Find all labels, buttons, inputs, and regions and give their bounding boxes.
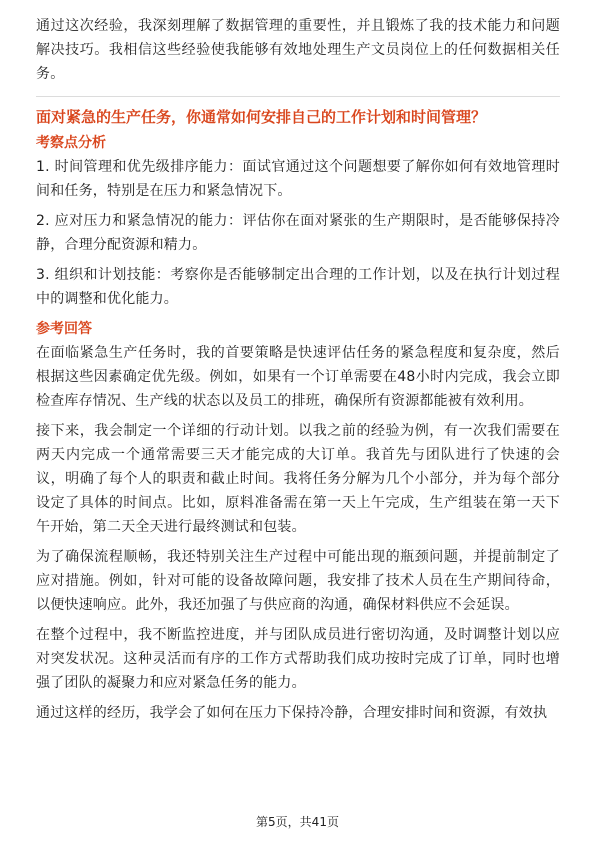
section-divider [36,96,560,97]
answer-paragraph: 在面临紧急生产任务时，我的首要策略是快速评估任务的紧急程度和复杂度，然后根据这些因素确定优先级。例如，如果有一个订单需要在48小时内完成，我会立即检查库存情况、生产线的状态以及员工的排班，确保所有资源都能被有效利用。 [36,345,560,409]
page-footer [0,814,595,830]
answer-paragraph: 通过这样的经历，我学会了如何在压力下保持冷静，合理安排时间和资源，有效执 [36,705,548,721]
intro-paragraph: 通过这次经验，我深刻理解了数据管理的重要性，并且锻炼了我的技术能力和问题解决技巧。我相信这些经验使我能够有效地处理生产文员岗位上的任何数据相关任务。 [36,18,560,82]
analysis-point: 1. 时间管理和优先级排序能力：面试官通过这个问题想要了解你如何有效地管理时间和任务，特别是在压力和紧急情况下。 [36,159,560,199]
page-number-label: 第5页，共41页 [256,815,339,829]
analysis-point: 2. 应对压力和紧急情况的能力：评估你在面对紧张的生产期限时，是否能够保持冷静，合理分配资源和精力。 [36,213,560,253]
analysis-heading: 考察点分析 [36,135,106,151]
answer-paragraph: 接下来，我会制定一个详细的行动计划。以我之前的经验为例，有一次我们需要在两天内完成一个通常需要三天才能完成的大订单。我首先与团队进行了快速的会议，明确了每个人的职责和截止时间。我将任务分解为几个小部分，并为每个部分设定了具体的时间点。比如，原料准备需在第一天上午完成，生产组装在第一天下午开始，第二天全天进行最终测试和包装。 [36,423,560,535]
answer-paragraph: 在整个过程中，我不断监控进度，并与团队成员进行密切沟通，及时调整计划以应对突发状况。这种灵活而有序的工作方式帮助我们成功按时完成了订单，同时也增强了团队的凝聚力和应对紧急任务的能力。 [36,627,560,691]
answer-heading: 参考回答 [36,321,92,337]
document-body [36,14,560,731]
analysis-point: 3. 组织和计划技能：考察你是否能够制定出合理的工作计划，以及在执行计划过程中的调整和优化能力。 [36,267,560,307]
question-heading: 面对紧急的生产任务，你通常如何安排自己的工作计划和时间管理？ [36,108,487,126]
answer-paragraph: 为了确保流程顺畅，我还特别关注生产过程中可能出现的瓶颈问题，并提前制定了应对措施。例如，针对可能的设备故障问题，我安排了技术人员在生产期间待命，以便快速响应。此外，我还加强了与供应商的沟通，确保材料供应不会延误。 [36,549,560,613]
